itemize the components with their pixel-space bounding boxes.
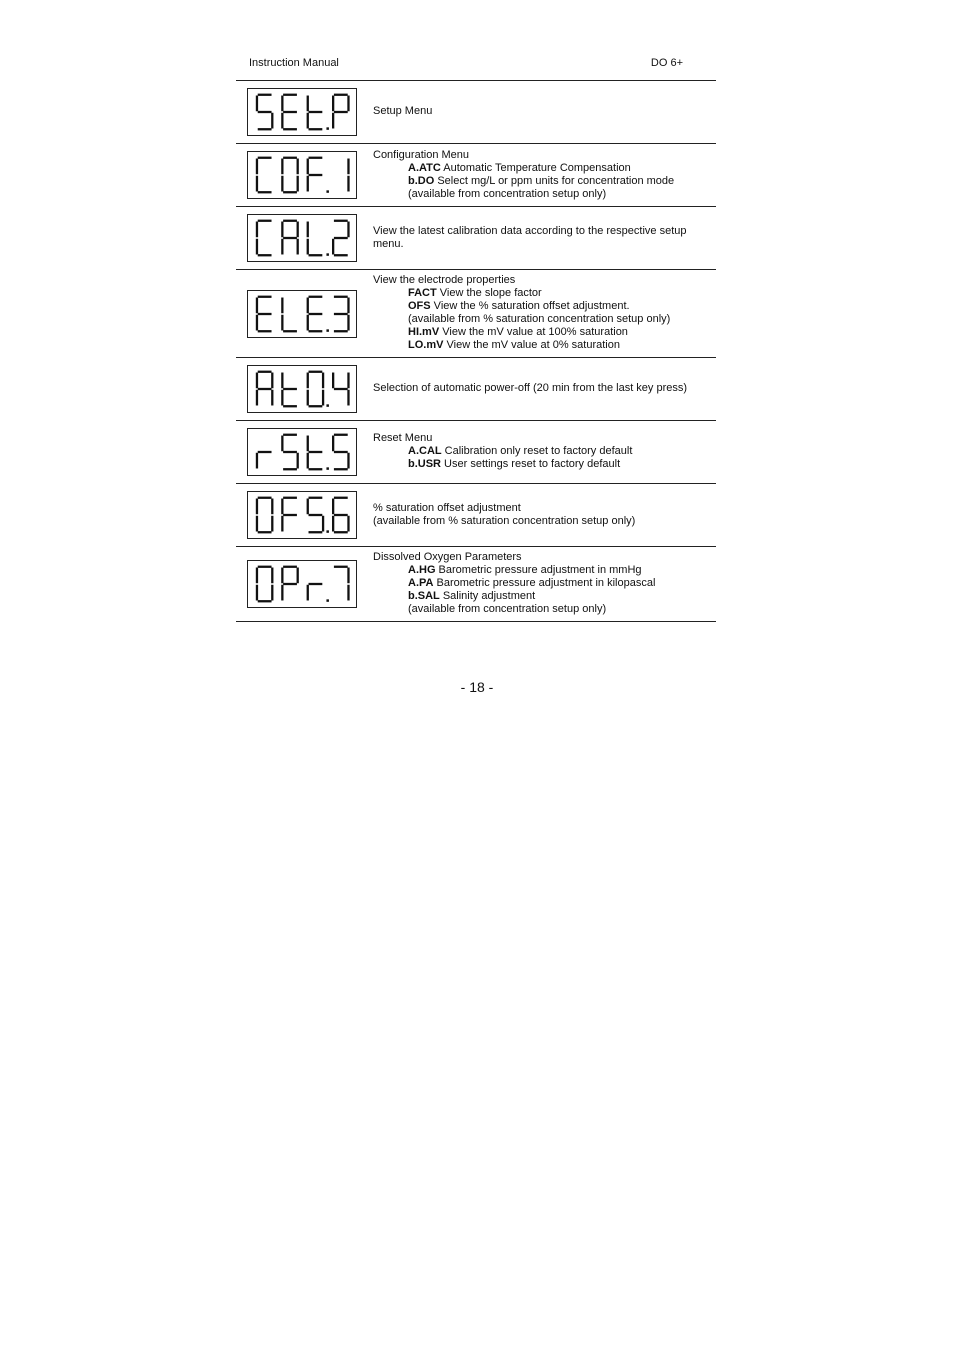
- description-text: Automatic Temperature Compensation: [440, 161, 631, 174]
- description-text: View the mV value at 100% saturation: [439, 326, 628, 338]
- description-text: (available from % saturation concentration setup only): [408, 313, 671, 325]
- description-line: [373, 162, 703, 175]
- table-row: [236, 269, 716, 357]
- description-line: [373, 326, 703, 339]
- description-line: [373, 445, 703, 458]
- description-line: [373, 339, 703, 352]
- lcd-display-graphic: [248, 152, 356, 198]
- description-line: [373, 564, 703, 577]
- description-text: Selection of automatic power-off (20 min from the last key press): [373, 382, 688, 394]
- description-text: (available from concentration setup only): [408, 603, 607, 615]
- lcd-decimal-point: [326, 404, 328, 406]
- lcd-decimal-point: [326, 253, 328, 255]
- description-text: Reset Menu: [373, 432, 433, 444]
- lcd-display-graphic: [248, 291, 356, 337]
- description-text: View the slope factor: [436, 287, 542, 299]
- description-text: Setup Menu: [373, 105, 433, 117]
- description-line: [373, 515, 703, 528]
- lcd-display: [247, 491, 357, 539]
- description-text: % saturation offset adjustment: [373, 501, 521, 514]
- row-description: [373, 273, 703, 353]
- description-line: [373, 432, 703, 445]
- description-text: Barometric pressure adjustment in kilopascal: [433, 577, 656, 589]
- row-description: [373, 361, 703, 416]
- description-line: [373, 225, 703, 251]
- table-row: [236, 483, 716, 546]
- description-line: [373, 188, 703, 201]
- parameter-code: OFS: [408, 300, 431, 312]
- header-title: Instruction Manual: [249, 57, 339, 69]
- lcd-decimal-point: [326, 530, 328, 532]
- description-line: [373, 577, 703, 590]
- table-divider: [236, 621, 716, 622]
- description-text: View the latest calibration data according to the respective setup menu.: [373, 224, 687, 250]
- row-description: [373, 550, 703, 617]
- description-line: [373, 287, 703, 300]
- description-text: View the % saturation offset adjustment.: [430, 300, 630, 312]
- description-text: Salinity adjustment: [439, 590, 536, 602]
- page-number: - 18 -: [460, 679, 494, 695]
- lcd-display-graphic: [248, 561, 356, 607]
- description-text: Barometric pressure adjustment in mmHg: [435, 564, 642, 576]
- lcd-display-graphic: [248, 429, 356, 475]
- lcd-display: [247, 151, 357, 199]
- description-line: [373, 105, 703, 118]
- table-row: [236, 357, 716, 420]
- lcd-display: [247, 560, 357, 608]
- description-line: [373, 458, 703, 471]
- description-text: (available from concentration setup only): [408, 187, 607, 200]
- description-line: [373, 149, 703, 162]
- parameter-code: A.ATC: [408, 161, 441, 174]
- lcd-display: [247, 214, 357, 262]
- lcd-display: [247, 365, 357, 413]
- description-line: [373, 382, 703, 395]
- description-text: Dissolved Oxygen Parameters: [373, 551, 522, 563]
- table-row: [236, 420, 716, 483]
- row-description: [373, 147, 703, 202]
- lcd-decimal-point: [326, 127, 328, 129]
- description-line: [373, 175, 703, 188]
- parameter-code: b.SAL: [408, 590, 440, 602]
- row-description: [373, 84, 703, 139]
- lcd-display: [247, 428, 357, 476]
- row-description: [373, 424, 703, 479]
- table-row: [236, 206, 716, 269]
- description-line: [373, 313, 703, 326]
- description-line: [373, 502, 703, 515]
- description-text: Configuration Menu: [373, 148, 470, 161]
- parameter-code: b.DO: [408, 174, 435, 187]
- lcd-decimal-point: [326, 329, 328, 331]
- description-text: View the mV value at 0% saturation: [443, 339, 620, 351]
- parameter-code: A.HG: [408, 564, 436, 576]
- table-row: [236, 546, 716, 621]
- row-description: [373, 487, 703, 542]
- description-line: [373, 590, 703, 603]
- parameter-code: b.USR: [408, 458, 441, 470]
- description-line: [373, 300, 703, 313]
- header-model: DO 6+: [650, 57, 683, 69]
- description-text: View the electrode properties: [373, 274, 516, 286]
- lcd-display-graphic: [248, 366, 356, 412]
- parameter-code: FACT: [408, 287, 437, 299]
- description-text: Calibration only reset to factory default: [441, 445, 633, 457]
- lcd-decimal-point: [326, 599, 328, 601]
- table-row: [236, 80, 716, 143]
- lcd-decimal-point: [326, 190, 328, 192]
- lcd-display: [247, 88, 357, 136]
- parameter-code: HI.mV: [408, 326, 440, 338]
- lcd-decimal-point: [326, 467, 328, 469]
- description-text: Select mg/L or ppm units for concentration mode: [434, 174, 675, 187]
- description-line: [373, 603, 703, 616]
- parameter-code: LO.mV: [408, 339, 444, 351]
- lcd-display: [247, 290, 357, 338]
- lcd-display-graphic: [248, 215, 356, 261]
- lcd-display-graphic: [248, 492, 356, 538]
- description-text: User settings reset to factory default: [441, 458, 621, 470]
- lcd-display-graphic: [248, 89, 356, 135]
- parameter-code: A.CAL: [408, 445, 442, 457]
- parameter-code: A.PA: [408, 577, 434, 589]
- description-line: [373, 274, 703, 287]
- table-row: [236, 143, 716, 206]
- description-line: [373, 551, 703, 564]
- description-text: (available from % saturation concentration setup only): [373, 514, 636, 527]
- row-description: [373, 210, 703, 265]
